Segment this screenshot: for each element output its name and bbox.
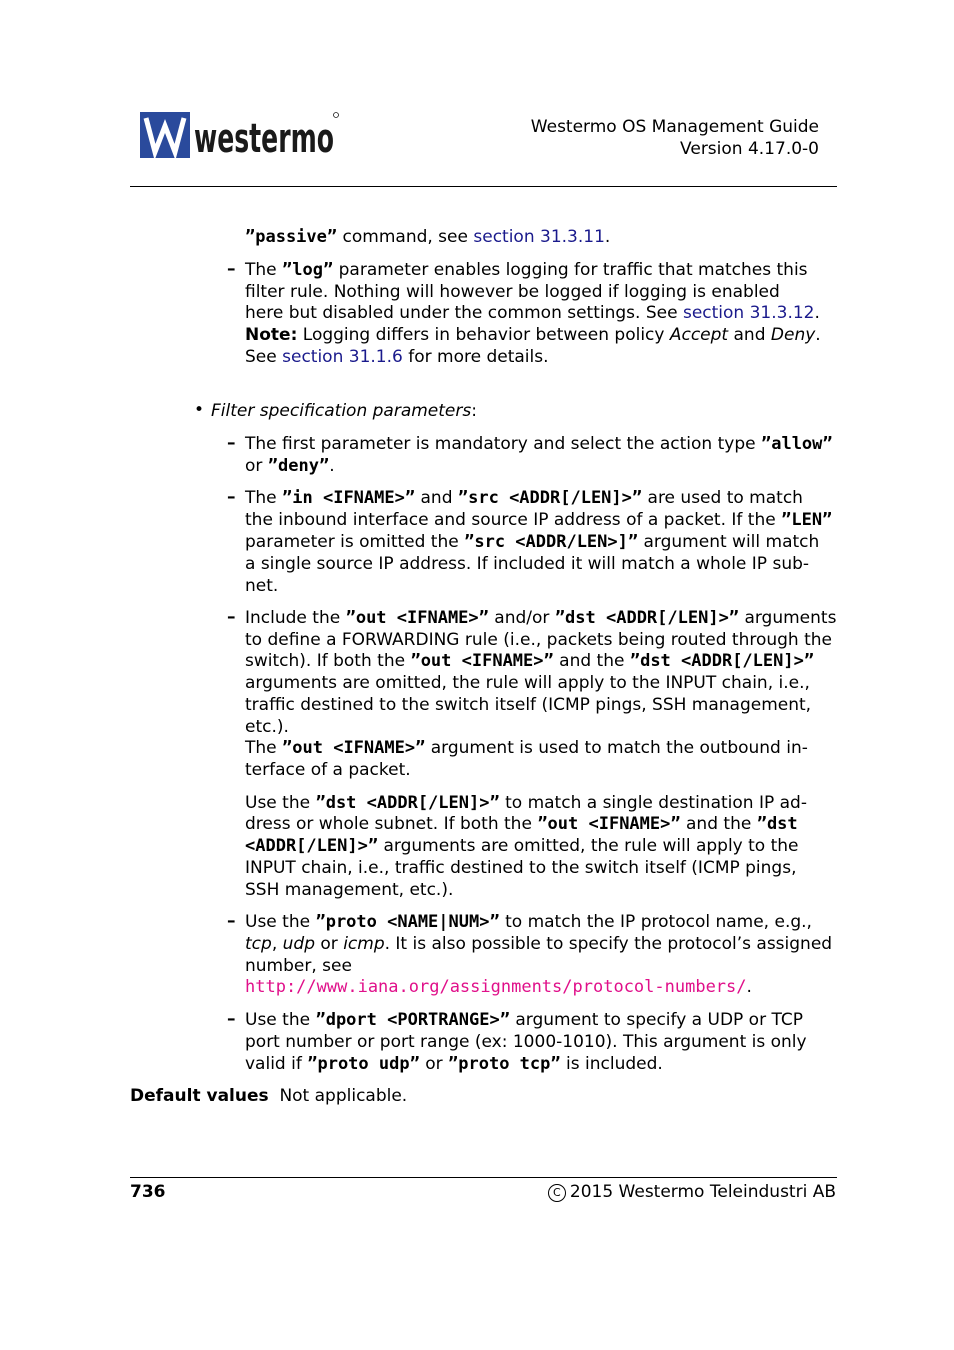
dash-marker: – <box>227 1009 236 1029</box>
guide-title: Westermo OS Management Guide <box>530 117 819 137</box>
svg-text:westermo: westermo <box>194 116 334 162</box>
section-link[interactable]: section 31.3.11 <box>473 227 605 247</box>
copyright-notice: C 2015 Westermo Teleindustri AB <box>548 1182 836 1202</box>
dash-marker: – <box>227 607 236 627</box>
iana-protocol-numbers-link[interactable]: http://www.iana.org/assignments/protocol-numbers/ <box>245 977 747 997</box>
dash-marker: – <box>227 487 236 507</box>
default-values-text: Not applicable. <box>279 1086 408 1106</box>
page-header <box>130 108 837 188</box>
copyright-icon: C <box>548 1184 566 1202</box>
footer-divider <box>130 1177 837 1178</box>
default-values-label: Default values <box>130 1086 269 1106</box>
dash-marker: – <box>227 433 236 453</box>
filter-spec-heading: Filter specification parameters: <box>211 401 477 421</box>
section-link[interactable]: section 31.1.6 <box>282 347 403 367</box>
bullet-marker: • <box>194 400 205 420</box>
page-number: 736 <box>130 1182 166 1202</box>
header-divider <box>130 186 837 187</box>
section-link[interactable]: section 31.3.12 <box>682 303 815 323</box>
default-values <box>130 1085 407 1107</box>
westermo-logo <box>140 110 340 165</box>
passive-paragraph: ”passive” command, see section 31.3.11. <box>245 227 611 247</box>
dash-marker: – <box>227 259 236 279</box>
version-label: Version 4.17.0-0 <box>680 139 819 159</box>
dash-marker: – <box>227 911 236 931</box>
